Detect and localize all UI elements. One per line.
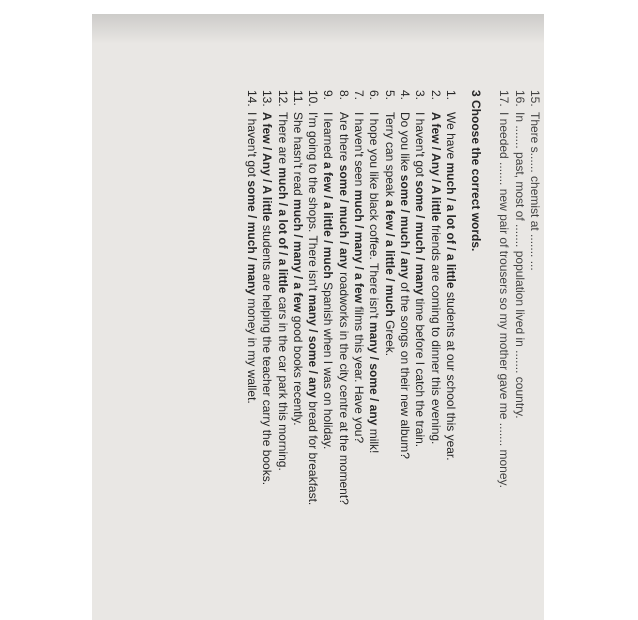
word-options: some / much / any xyxy=(336,164,351,269)
previous-item xyxy=(496,90,511,570)
word-options: much / many / a few xyxy=(352,189,367,304)
exercise-item xyxy=(397,90,412,570)
sentence-after: cars in the car park this morning. xyxy=(275,293,290,471)
sentence-after: students are helping the teacher carry the books. xyxy=(260,221,275,486)
item-text: I needed ....... new pair of trousers so my mother gave me ....... money. xyxy=(497,112,512,488)
sentence-after: time before I catch the train. xyxy=(413,295,428,448)
item-sentence xyxy=(320,112,335,449)
item-number: 11. xyxy=(290,90,305,106)
sentence-before: I haven't seen xyxy=(352,112,367,190)
word-options: A few / Any / A little xyxy=(260,112,275,222)
item-number: 4. xyxy=(397,90,412,101)
word-options: a few / a little / much xyxy=(382,200,397,317)
item-sentence xyxy=(290,112,305,426)
item-sentence xyxy=(381,112,396,356)
sentence-after: milk! xyxy=(367,425,382,454)
word-options: a few / a little / much xyxy=(321,162,336,279)
exercise-list xyxy=(244,90,458,570)
word-options: some / much / many xyxy=(244,180,259,296)
item-number: 1. xyxy=(443,90,458,101)
sentence-after: of the songs on their new album? xyxy=(397,278,412,459)
exercise-item xyxy=(320,90,335,570)
item-number: 7. xyxy=(352,90,367,101)
sentence-after: friends are coming to dinner this evening. xyxy=(428,221,443,445)
exercise-item xyxy=(244,90,259,570)
sentence-after: films this year. Have you? xyxy=(352,303,367,444)
item-number: 9. xyxy=(321,90,336,101)
item-number: 14. xyxy=(244,90,259,107)
word-options: much / many / a few xyxy=(290,199,305,313)
sentence-before: I'm going to the shops. There isn't xyxy=(306,112,321,295)
item-number: 10. xyxy=(306,90,321,107)
sentence-before: She hasn't read xyxy=(290,112,305,200)
item-sentence xyxy=(397,112,412,459)
sentence-after: money in my wallet. xyxy=(244,295,259,404)
section-heading: 3 Choose the correct words. xyxy=(469,90,484,252)
sentence-after: Greek. xyxy=(382,316,397,357)
exercise-item xyxy=(290,90,305,570)
exercise-item xyxy=(274,90,289,570)
exercise-item xyxy=(381,90,396,570)
sentence-before: Terry can speak xyxy=(382,112,397,201)
previous-item xyxy=(511,90,526,570)
sentence-before: Do you like xyxy=(397,112,412,175)
item-sentence xyxy=(274,112,289,471)
item-sentence xyxy=(335,112,350,505)
sentence-before: I learned xyxy=(321,112,336,163)
exercise-item xyxy=(427,90,442,570)
exercise-item xyxy=(351,90,366,570)
item-number: 12. xyxy=(275,90,290,107)
item-number: 6. xyxy=(367,90,382,101)
sentence-before: There are xyxy=(275,112,290,168)
paper-shadow xyxy=(92,14,544,44)
item-number: 3. xyxy=(413,90,428,101)
sentence-after: bread for breakfast. xyxy=(306,397,321,506)
sentence-before: Are there xyxy=(336,112,351,165)
item-number: 2. xyxy=(428,90,443,101)
item-sentence xyxy=(259,112,274,485)
sentence-after: roadworks in the city centre at the moment? xyxy=(336,268,351,505)
item-sentence xyxy=(305,112,320,505)
exercise-item xyxy=(259,90,274,570)
word-options: some / much / many xyxy=(413,180,428,296)
item-number: 17. xyxy=(497,90,512,107)
word-options: much / a lot of / a little xyxy=(275,167,290,294)
item-sentence xyxy=(351,112,366,443)
previous-item xyxy=(527,90,542,570)
sentence-after: good books recently. xyxy=(290,312,305,426)
word-options: many / some / any xyxy=(367,321,382,426)
item-number: 8. xyxy=(336,90,351,101)
sentence-before: I haven't got xyxy=(413,112,428,181)
item-number: 16. xyxy=(512,90,527,107)
sentence-after: Spanish when I was on holiday. xyxy=(321,278,336,450)
item-sentence xyxy=(244,112,259,404)
word-options: much / a lot of / a little xyxy=(443,162,458,289)
exercise-item xyxy=(443,90,458,570)
sentence-before: I hope you like black coffee. There isn't xyxy=(367,112,382,322)
word-options: some / much / any xyxy=(397,174,412,279)
exercise-item xyxy=(335,90,350,570)
previous-exercise xyxy=(496,90,542,570)
exercise-item xyxy=(305,90,320,570)
item-sentence xyxy=(443,112,458,461)
exercise-item xyxy=(412,90,427,570)
sentence-after: students at our school this year. xyxy=(443,288,458,461)
item-number: 5. xyxy=(382,90,397,101)
sentence-before: I haven't got xyxy=(244,112,259,181)
item-text: There s...... chemist at ....... ... xyxy=(528,112,542,271)
item-sentence xyxy=(427,112,442,444)
worksheet-text xyxy=(86,90,542,570)
item-number: 15. xyxy=(528,90,542,107)
word-options: A few / Any / A little xyxy=(428,112,443,222)
item-sentence xyxy=(412,112,427,447)
item-number: 13. xyxy=(260,90,275,107)
word-options: many / some / any xyxy=(306,294,321,398)
item-sentence xyxy=(366,112,381,453)
sentence-before: We have xyxy=(443,112,458,163)
exercise-item xyxy=(366,90,381,570)
item-text: In ....... past, most of ....... population lived in ....... country. xyxy=(512,112,527,419)
